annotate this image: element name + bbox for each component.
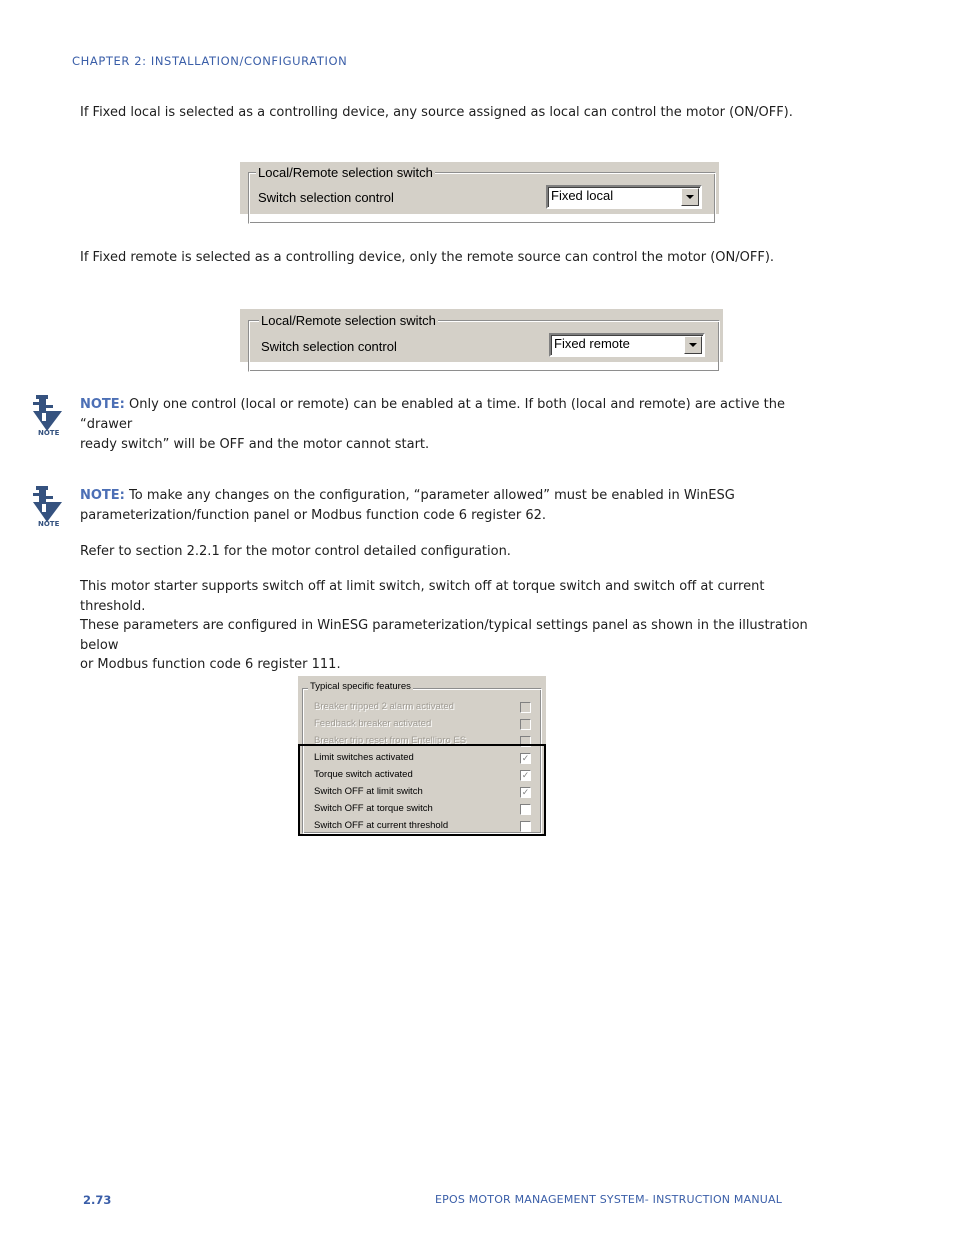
fixed-remote-paragraph: If Fixed remote is selected as a controlling device, only the remote source can control the motor (ON/OFF). (80, 250, 775, 265)
dropdown-value: Fixed local (551, 188, 614, 203)
feature-checkbox[interactable]: ✓ (521, 770, 530, 780)
page-number: 2.73 (83, 1193, 112, 1207)
feature-label: Switch OFF at current threshold (314, 820, 449, 831)
feature-checkbox[interactable] (520, 736, 531, 747)
dropdown-value: Fixed remote (554, 336, 630, 351)
limit-line-1: This motor starter supports switch off at limit switch, switch off at torque switch and switch off at current threshold. (80, 579, 765, 614)
feature-checkbox[interactable] (520, 804, 531, 815)
feature-row (298, 786, 542, 802)
local-remote-panel-local (240, 162, 719, 214)
feature-row (298, 803, 542, 819)
note-2-line-1: To make any changes on the configuration, “parameter allowed” must be enabled in WinESG (129, 488, 735, 503)
switch-selection-dropdown[interactable] (549, 333, 705, 357)
limit-switch-paragraph (80, 577, 820, 675)
note-label: NOTE: (80, 397, 125, 412)
note-icon-caption: NOTE (38, 520, 60, 528)
manual-title: EPOS MOTOR MANAGEMENT SYSTEM- INSTRUCTION MANUAL (435, 1193, 783, 1206)
typical-features-panel (298, 676, 546, 836)
limit-line-2: These parameters are configured in WinESG parameterization/typical settings panel as shown in the illustration below (80, 618, 808, 653)
switch-selection-label: Switch selection control (261, 339, 397, 354)
feature-checkbox[interactable]: ✓ (521, 753, 530, 763)
limit-line-3: or Modbus function code 6 register 111. (80, 657, 341, 672)
note-2-line-2: parameterization/function panel or Modbus function code 6 register 62. (80, 508, 547, 523)
feature-row (298, 735, 542, 751)
feature-label: Limit switches activated (314, 752, 414, 763)
feature-row (298, 701, 542, 717)
groupbox-title: Local/Remote selection switch (261, 313, 436, 328)
switch-selection-label: Switch selection control (258, 190, 394, 205)
note-icon (30, 484, 64, 534)
refer-paragraph: Refer to section 2.2.1 for the motor control detailed configuration. (80, 544, 511, 559)
feature-row (298, 752, 542, 768)
feature-label: Breaker trip reset from Entelliprо ES (314, 735, 467, 746)
feature-label: Feedback breaker activated (314, 718, 432, 729)
groupbox-title: Typical specific features (310, 681, 411, 692)
fixed-local-paragraph: If Fixed local is selected as a controlling device, any source assigned as local can control the motor (ON/OFF). (80, 105, 793, 120)
local-remote-panel-remote (240, 309, 723, 362)
feature-label: Breaker tripped 2 alarm activated (314, 701, 454, 712)
feature-row (298, 769, 542, 785)
note-1 (80, 395, 820, 455)
feature-row (298, 718, 542, 734)
feature-label: Switch OFF at limit switch (314, 786, 423, 797)
note-1-line-2: ready switch” will be OFF and the motor cannot start. (80, 437, 430, 452)
feature-row (298, 820, 542, 836)
feature-label: Switch OFF at torque switch (314, 803, 433, 814)
note-icon-caption: NOTE (38, 429, 60, 437)
switch-selection-dropdown[interactable] (546, 185, 702, 209)
chapter-heading: CHAPTER 2: INSTALLATION/CONFIGURATION (72, 54, 348, 68)
feature-checkbox[interactable] (520, 821, 531, 832)
feature-checkbox[interactable] (520, 702, 531, 713)
feature-checkbox[interactable] (520, 719, 531, 730)
note-icon (30, 393, 64, 443)
feature-label: Torque switch activated (314, 769, 413, 780)
note-label: NOTE: (80, 488, 125, 503)
chevron-down-icon[interactable] (684, 336, 702, 354)
groupbox-title: Local/Remote selection switch (258, 165, 433, 180)
feature-checkbox[interactable]: ✓ (521, 787, 530, 797)
chevron-down-icon[interactable] (681, 188, 699, 206)
note-1-line-1: Only one control (local or remote) can be enabled at a time. If both (local and remote) are active the “drawer (80, 397, 786, 432)
note-2 (80, 486, 820, 526)
